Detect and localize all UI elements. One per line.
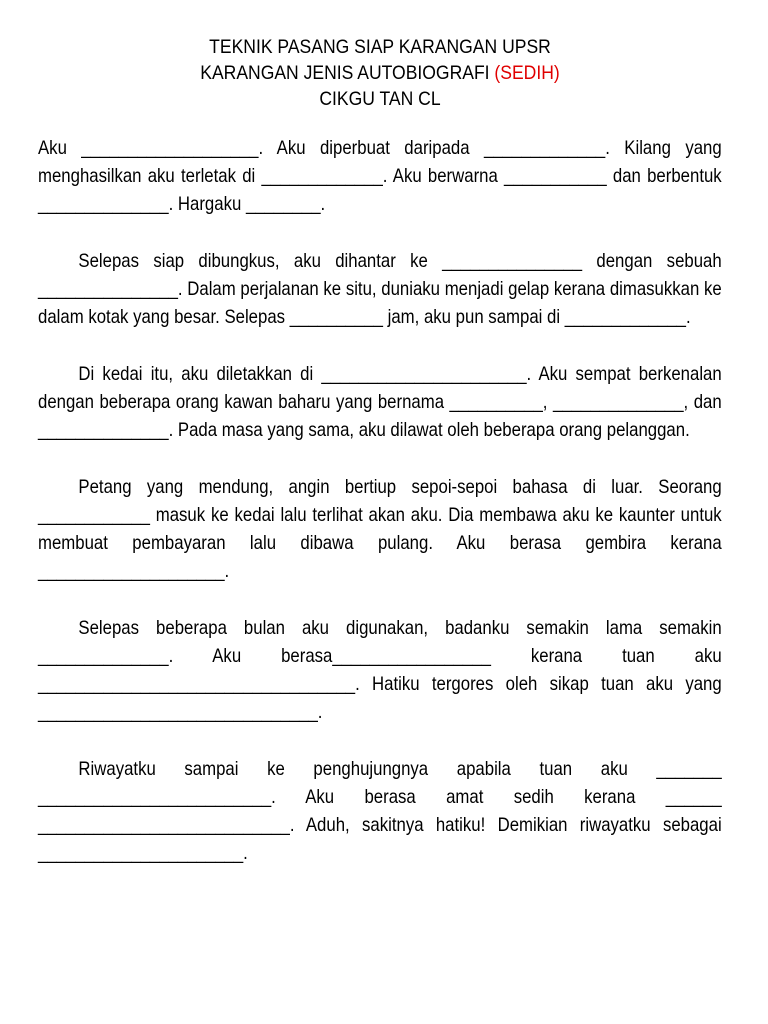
worksheet-page: [38, 34, 722, 896]
paragraph-5: Selepas beberapa bulan aku digunakan, badanku semakin lama semakin ______________. Aku berasa_________________ kerana tuan aku __________________________________. Hatiku tergores oleh sikap tuan aku yang ______________________________.: [38, 617, 722, 723]
paragraph-2: Selepas siap dibungkus, aku dihantar ke _______________ dengan sebuah _______________. Dalam perjalanan ke situ, duniaku menjadi gelap kerana dimasukkan ke dalam kotak yang besar. Selepas __________ jam, aku pun sampai di _____________.: [38, 250, 722, 328]
header-title: TEKNIK PASANG SIAP KARANGAN UPSR: [209, 36, 551, 58]
paragraph-3: Di kedai itu, aku diletakkan di ______________________. Aku sempat berkenalan dengan beberapa orang kawan baharu yang bernama __________, ______________, dan ______________. Pada masa yang sama, aku dilawat oleh beberapa orang pelanggan.: [38, 363, 722, 441]
paragraph-6: Riwayatku sampai ke penghujungnya apabila tuan aku _______ _________________________. Aku berasa amat sedih kerana ______ ___________________________. Aduh, sakitnya hatiku! Demikian riwayatku sebagai ______________________.: [38, 758, 722, 864]
header-author: CIKGU TAN CL: [319, 88, 441, 110]
header-subtitle-accent: (SEDIH): [494, 62, 560, 84]
paragraph-4: Petang yang mendung, angin bertiup sepoi-sepoi bahasa di luar. Seorang ____________ masuk ke kedai lalu terlihat akan aku. Dia membawa aku ke kaunter untuk membuat pembayaran lalu dibawa pulang. Aku berasa gembira kerana ____________________.: [38, 476, 722, 582]
paragraph-1: Aku ___________________. Aku diperbuat daripada _____________. Kilang yang menghasilkan aku terletak di _____________. Aku berwarna ___________ dan berbentuk ______________. Hargaku ________.: [38, 137, 722, 215]
worksheet-header: [72, 34, 688, 112]
header-subtitle: [72, 60, 688, 86]
header-subtitle-main: KARANGAN JENIS AUTOBIOGRAFI: [200, 62, 495, 84]
